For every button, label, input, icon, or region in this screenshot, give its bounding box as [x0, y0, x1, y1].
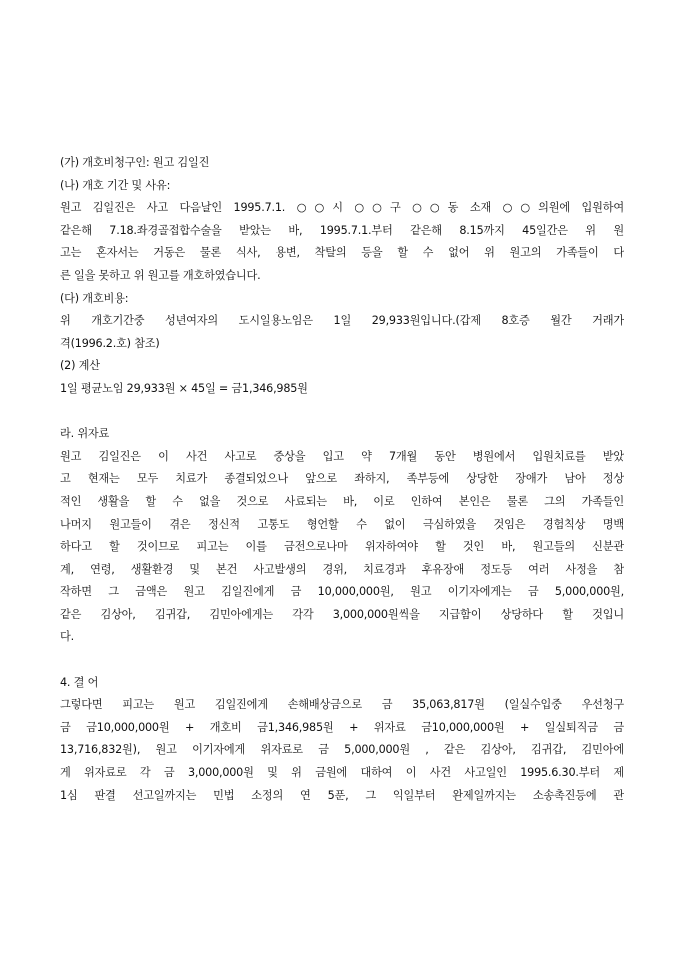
- text-line: 고는 혼자서는 거동은 물론 식사, 용변, 착탈의 등을 할 수 없어 위 원고의 가족들이 다: [60, 246, 624, 260]
- document-section: [60, 152, 624, 401]
- text-line: 격(1996.2.호) 참조): [60, 336, 160, 350]
- section-gap: [60, 401, 624, 424]
- text-line: 하다고 할 것이므로 피고는 이를 금전으로나마 위자하여야 할 것인 바, 원고들의 신분관: [60, 540, 624, 554]
- text-line: (가) 개호비청구인: 원고 김일진: [60, 156, 210, 169]
- text-line: 고 현재는 모두 치료가 종결되었으나 앞으로 좌하지, 족부등에 상당한 장애가 남아 정상: [60, 472, 624, 486]
- document-section: [60, 423, 624, 649]
- text-line: 게 위자료로 각 금 3,000,000원 및 위 금원에 대하여 이 사건 사고일인 1995.6.30.부터 제: [60, 766, 624, 780]
- text-line: 같은해 7.18.좌경골접합수술을 받았는 바, 1995.7.1.부터 같은해 8.15까지 45일간은 위 원: [60, 223, 624, 237]
- section-gap: [60, 649, 624, 672]
- text-line: 계, 연령, 생활환경 및 본건 사고발생의 경위, 치료경과 후유장애 정도등 여러 사정을 참: [60, 562, 624, 576]
- text-line: (나) 개호 기간 및 사유:: [60, 178, 171, 192]
- text-line: 나머지 원고들이 겪은 정신적 고통도 형언할 수 없이 극심하였을 것임은 경험칙상 명백: [60, 517, 624, 531]
- text-line: 같은 김상아, 김귀갑, 김민아에게는 각각 3,000,000원씩을 지급함이 상당하다 할 것입니: [60, 607, 624, 621]
- text-line: 다.: [60, 630, 74, 644]
- document-section: [60, 672, 624, 808]
- document-body: [60, 152, 624, 807]
- text-line: 른 일을 못하고 위 원고를 개호하였습니다.: [60, 268, 261, 282]
- text-line: 1일 평균노임 29,933원 × 45일 = 금1,346,985원: [60, 381, 308, 395]
- text-line: 위 개호기간중 성년여자의 도시일용노임은 1일 29,933원입니다.(갑제 8호증 월간 거래가: [60, 314, 624, 328]
- text-line: 적인 생활을 할 수 없을 것으로 사료되는 바, 이로 인하여 본인은 물론 그의 가족들인: [60, 494, 624, 508]
- text-line: 1심 판결 선고일까지는 민법 소정의 연 5푼, 그 익일부터 완제일까지는 소송촉진등에 관: [60, 788, 624, 802]
- text-line: 그렇다면 피고는 원고 김일진에게 손해배상금으로 금 35,063,817원 (일실수입중 우선청구: [60, 698, 624, 712]
- text-line: 13,716,832원), 원고 이기자에게 위자료로 금 5,000,000원 , 같은 김상아, 김귀갑, 김민아에: [60, 743, 624, 757]
- text-line: (2) 계산: [60, 359, 100, 373]
- text-line: 4. 결 어: [60, 675, 99, 689]
- text-line: 라. 위자료: [60, 427, 110, 441]
- text-line: 원고 김일진은 이 사건 사고로 중상을 입고 약 7개월 동안 병원에서 입원치료를 받았: [60, 449, 624, 463]
- text-line: 금 금10,000,000원 + 개호비 금1,346,985원 + 위자료 금10,000,000원 + 일실퇴직금 금: [60, 720, 624, 734]
- text-line: (다) 개호비용:: [60, 291, 129, 305]
- text-line: 원고 김일진은 사고 다음날인 1995.7.1. ○○시 ○○구 ○○동 소재 ○○의원에 입원하여: [60, 201, 624, 215]
- text-line: 작하면 그 금액은 원고 김일진에게 금 10,000,000원, 원고 이기자에게는 금 5,000,000원,: [60, 585, 624, 599]
